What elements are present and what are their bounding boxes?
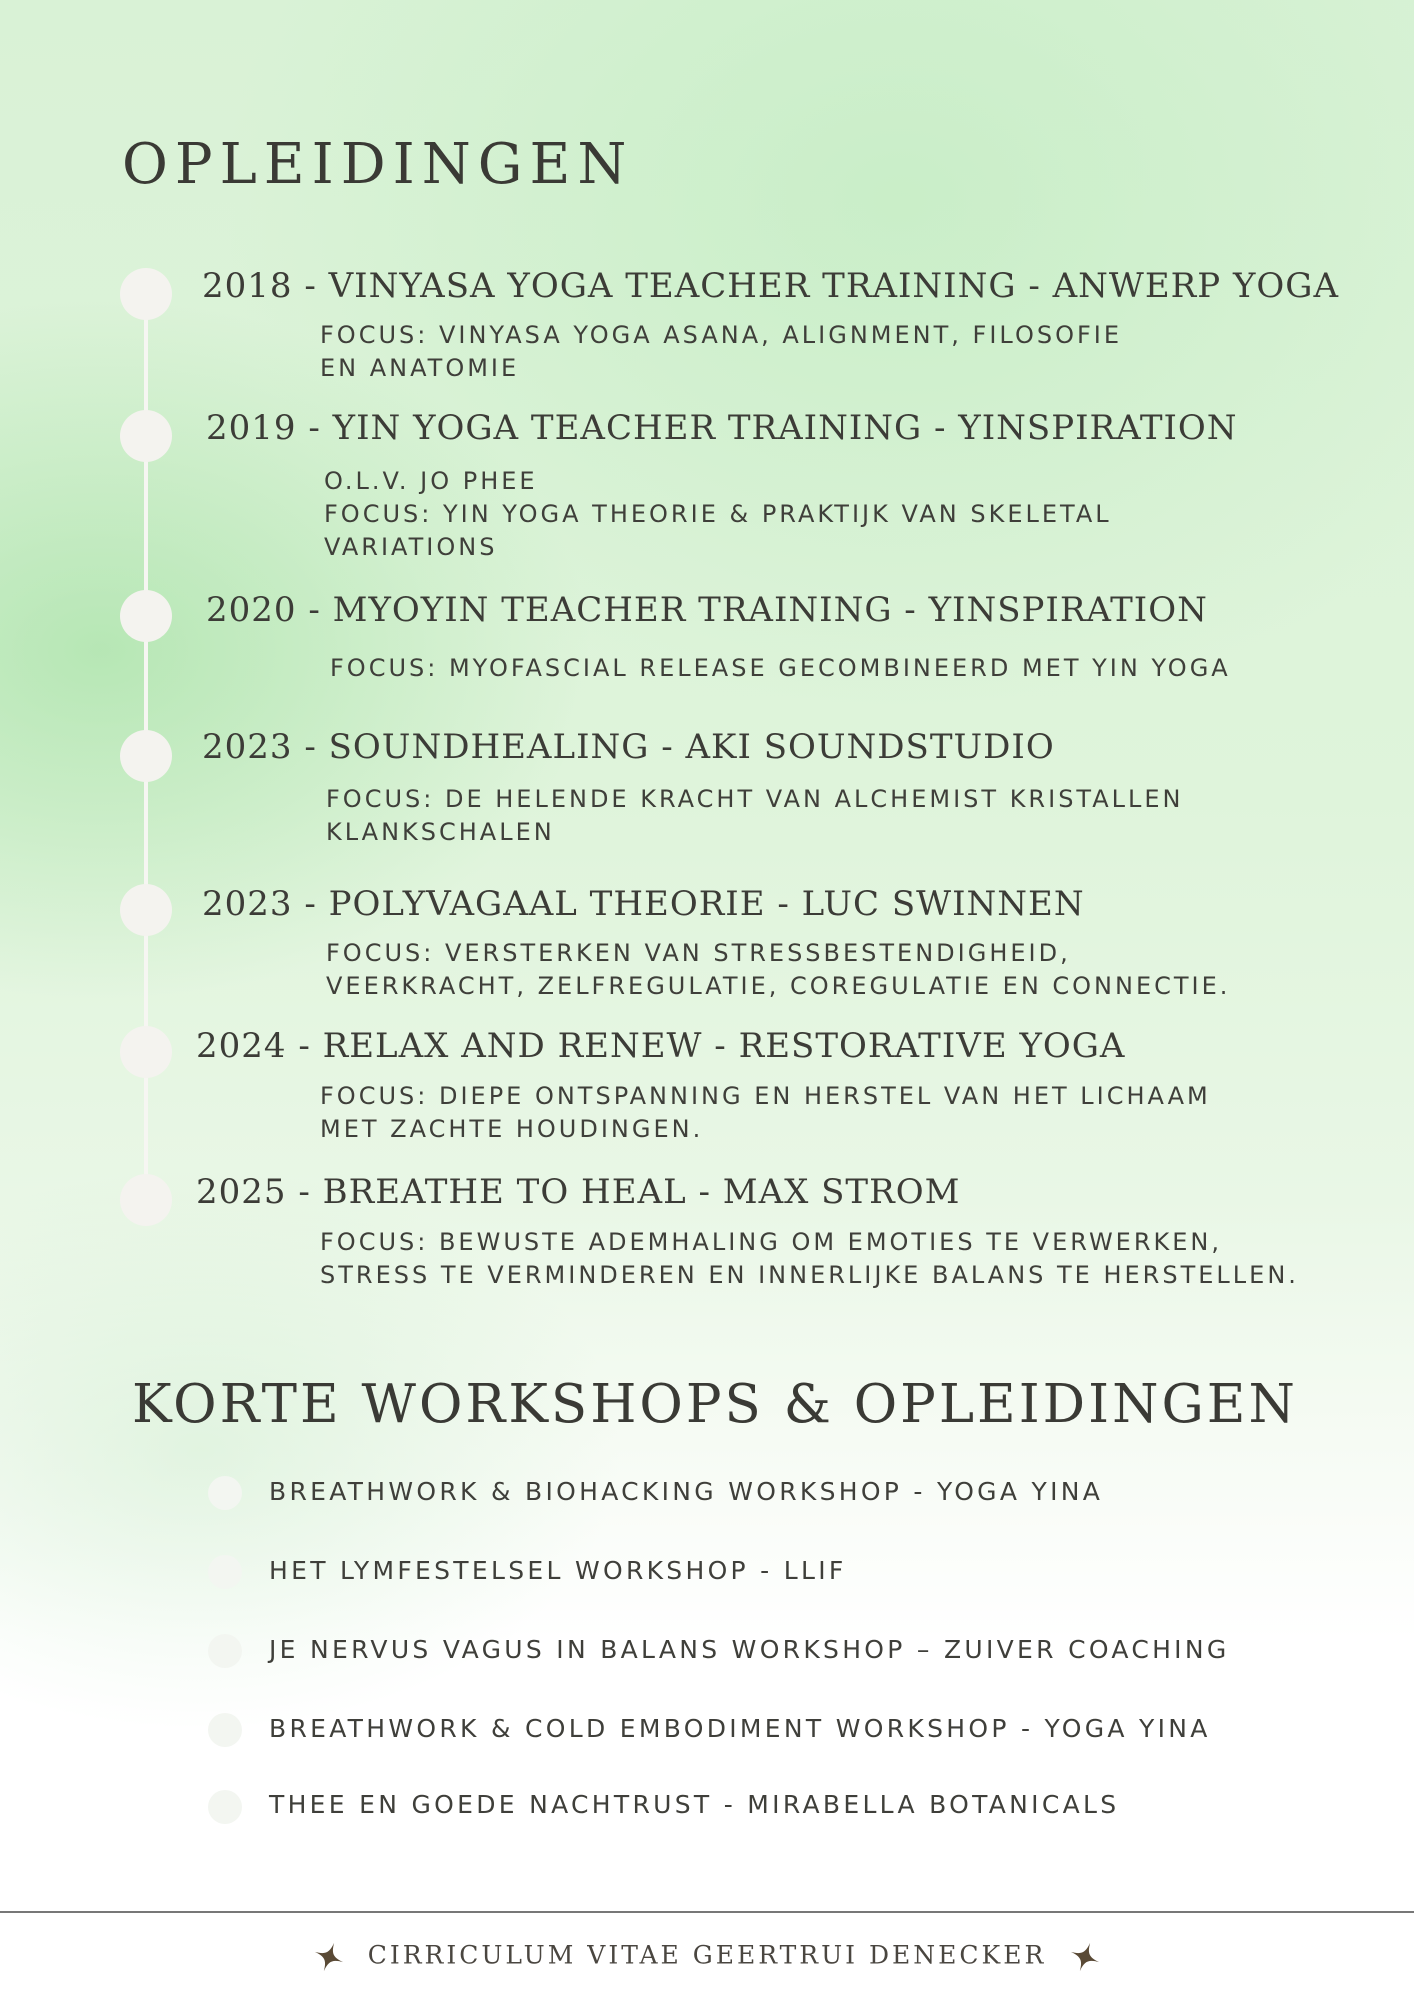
detail-line: FOCUS: DE HELENDE KRACHT VAN ALCHEMIST KRISTALLEN: [326, 785, 1184, 813]
detail-line: EN ANATOMIE: [320, 354, 520, 382]
workshop-item: BREATHWORK & COLD EMBODIMENT WORKSHOP - YOGA YINA: [269, 1714, 1211, 1743]
timeline-dot: [120, 410, 172, 462]
detail-line: FOCUS: YIN YOGA THEORIE & PRAKTIJK VAN SKELETAL: [324, 500, 1112, 528]
detail-line: FOCUS: VINYASA YOGA ASANA, ALIGNMENT, FILOSOFIE: [320, 321, 1123, 349]
workshop-bullet: [208, 1634, 242, 1668]
detail-line: VEERKRACHT, ZELFREGULATIE, COREGULATIE EN CONNECTIE.: [326, 972, 1231, 1000]
detail-line: FOCUS: VERSTERKEN VAN STRESSBESTENDIGHEID,: [326, 939, 1071, 967]
four-point-star-icon: [312, 1940, 346, 1974]
timeline-dot: [120, 590, 172, 642]
workshop-item: THEE EN GOEDE NACHTRUST - MIRABELLA BOTANICALS: [269, 1790, 1120, 1819]
training-details: [320, 1080, 1211, 1146]
detail-line: FOCUS: DIEPE ONTSPANNING EN HERSTEL VAN HET LICHAAM: [320, 1082, 1211, 1110]
timeline-dot: [120, 1174, 172, 1226]
training-details: [320, 319, 1122, 385]
workshop-bullet: [208, 1555, 242, 1589]
training-title: 2024 - RELAX AND RENEW - RESTORATIVE YOGA: [196, 1026, 1126, 1066]
timeline-dot: [120, 1026, 172, 1078]
workshop-item: HET LYMFESTELSEL WORKSHOP - LLIF: [269, 1556, 847, 1585]
detail-line: O.L.V. JO PHEE: [324, 467, 538, 495]
page-title: OPLEIDINGEN: [122, 132, 634, 197]
workshop-bullet: [208, 1476, 242, 1510]
training-details: [330, 652, 1231, 685]
detail-line: FOCUS: MYOFASCIAL RELEASE GECOMBINEERD MET YIN YOGA: [330, 654, 1231, 682]
footer-text: CIRRICULUM VITAE GEERTRUI DENECKER: [367, 1940, 1047, 1970]
workshop-bullet: [208, 1713, 242, 1747]
timeline-dot: [120, 730, 172, 782]
detail-line: STRESS TE VERMINDEREN EN INNERLIJKE BALANS TE HERSTELLEN.: [320, 1261, 1299, 1289]
timeline-dot: [120, 268, 172, 320]
detail-line: FOCUS: BEWUSTE ADEMHALING OM EMOTIES TE VERWERKEN,: [320, 1228, 1222, 1256]
footer: [0, 1940, 1414, 1974]
workshop-item: JE NERVUS VAGUS IN BALANS WORKSHOP – ZUIVER COACHING: [269, 1635, 1230, 1664]
training-details: [326, 937, 1230, 1003]
training-title: 2023 - SOUNDHEALING - AKI SOUNDSTUDIO: [202, 727, 1055, 767]
training-details: [324, 465, 1112, 564]
workshop-item: BREATHWORK & BIOHACKING WORKSHOP - YOGA YINA: [269, 1477, 1104, 1506]
training-details: [320, 1226, 1299, 1292]
training-title: 2019 - YIN YOGA TEACHER TRAINING - YINSPIRATION: [206, 408, 1238, 448]
detail-line: VARIATIONS: [324, 533, 498, 561]
detail-line: KLANKSCHALEN: [326, 818, 555, 846]
training-title: 2025 - BREATHE TO HEAL - MAX STROM: [196, 1172, 961, 1212]
training-title: 2020 - MYOYIN TEACHER TRAINING - YINSPIRATION: [206, 590, 1208, 630]
timeline-dot: [120, 884, 172, 936]
training-details: [326, 783, 1184, 849]
detail-line: MET ZACHTE HOUDINGEN.: [320, 1115, 704, 1143]
training-title: 2018 - VINYASA YOGA TEACHER TRAINING - ANWERP YOGA: [202, 266, 1340, 306]
workshops-heading: KORTE WORKSHOPS & OPLEIDINGEN: [132, 1374, 1298, 1435]
training-title: 2023 - POLYVAGAAL THEORIE - LUC SWINNEN: [202, 884, 1085, 924]
workshop-bullet: [208, 1790, 242, 1824]
four-point-star-icon: [1068, 1940, 1102, 1974]
footer-divider: [0, 1911, 1414, 1913]
